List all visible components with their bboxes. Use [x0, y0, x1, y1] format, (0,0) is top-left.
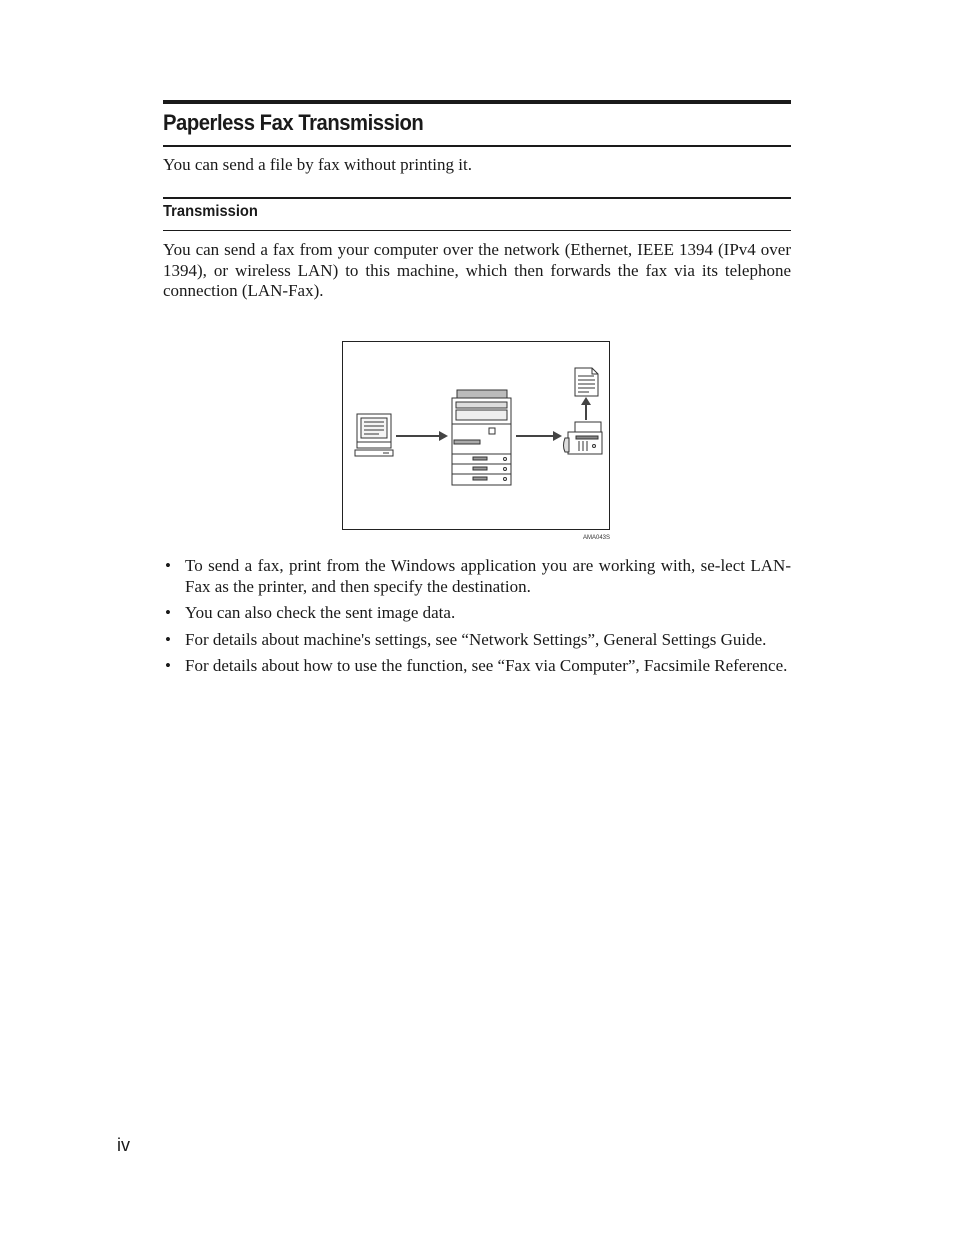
copier-machine-icon — [452, 390, 511, 485]
subsection-bottom-rule — [163, 230, 791, 231]
top-rule — [163, 100, 791, 104]
arrow-up-icon — [581, 397, 591, 420]
subsection-top-rule — [163, 197, 791, 199]
arrow-right-icon — [516, 431, 562, 441]
subsection-title: Transmission — [163, 203, 258, 220]
document-icon — [575, 368, 598, 396]
computer-icon — [355, 414, 393, 456]
section-title: Paperless Fax Transmission — [163, 110, 424, 135]
bullet-icon: • — [165, 556, 171, 575]
lan-fax-figure — [342, 341, 610, 530]
list-item: • To send a fax, print from the Windows application you are working with, se-lect LAN-Fax as the printer, and then specify the destination. — [165, 556, 791, 596]
arrow-right-icon — [396, 431, 448, 441]
list-item: • For details about how to use the function, see “Fax via Computer”, Facsimile Reference. — [165, 656, 788, 675]
list-item: • You can also check the sent image data. — [165, 603, 456, 622]
fax-machine-icon — [564, 422, 603, 454]
bullet-icon: • — [165, 629, 171, 649]
bullet-list — [163, 556, 791, 683]
bullet-icon: • — [165, 656, 171, 675]
section-intro: You can send a file by fax without printing it. — [163, 155, 472, 174]
list-item: • For details about machine's settings, see “Network Settings”, General Settings Guide. — [165, 629, 767, 649]
subsection-body: You can send a fax from your computer over the network (Ethernet, IEEE 1394 (IPv4 over 1394), or wireless LAN) to this machine, which then forwards the fax via its telephone connection (LAN-Fax). — [163, 240, 791, 300]
section-title-underline — [163, 145, 791, 147]
figure-code: AMA043S — [583, 535, 611, 541]
page-number: iv — [117, 1135, 130, 1155]
bullet-icon: • — [165, 603, 171, 622]
